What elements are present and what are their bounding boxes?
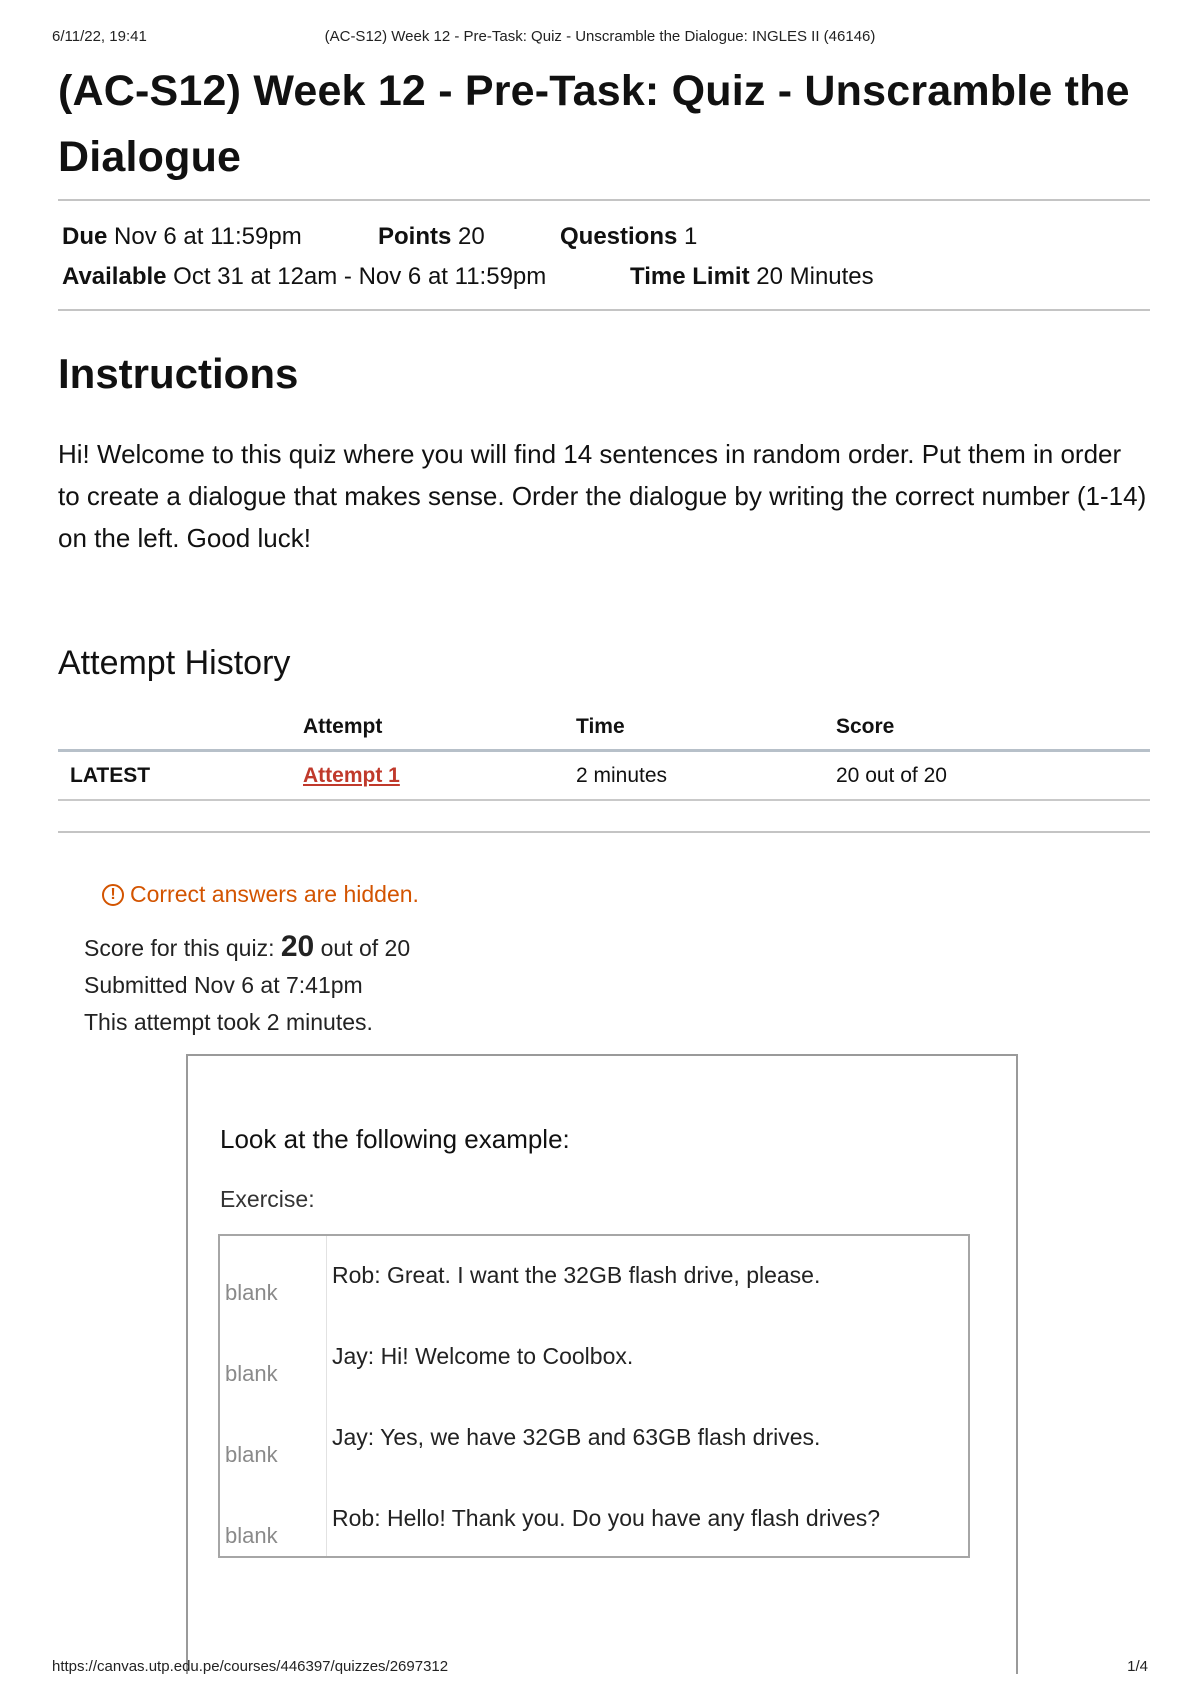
attempt-link[interactable]: Attempt 1 — [303, 763, 400, 787]
blank-placeholder: blank — [225, 1523, 278, 1548]
alert-text: Correct answers are hidden. — [130, 881, 419, 907]
questions-detail — [560, 223, 697, 251]
time-limit-value: 20 Minutes — [756, 263, 874, 290]
dialogue-sentence: Rob: Great. I want the 32GB flash drive, please. — [332, 1262, 821, 1288]
points-value: 20 — [458, 223, 485, 250]
instructions-title: Instructions — [58, 350, 299, 397]
instructions-text: Hi! Welcome to this quiz where you will find 14 sentences in random order. Put them in order to create a dialogue that makes sense. Order the dialogue by writing the correct number (1-14) on the left. Good luck! — [58, 439, 1147, 553]
exercise-row — [220, 1236, 968, 1317]
blank-placeholder: blank — [225, 1442, 278, 1467]
duration-line: This attempt took 2 minutes. — [84, 1009, 373, 1035]
blank-placeholder: blank — [225, 1280, 278, 1305]
score-value: 20 — [280, 930, 315, 963]
column-header-tag — [58, 705, 291, 751]
print-document-title: (AC-S12) Week 12 - Pre-Task: Quiz - Unscramble the Dialogue: INGLES II (46146) — [324, 28, 876, 45]
question-heading: Look at the following example: — [220, 1124, 570, 1154]
available-label: Available — [62, 263, 167, 290]
table-header-row — [58, 705, 1150, 751]
divider — [58, 831, 1150, 833]
exercise-row — [220, 1398, 968, 1479]
points-detail — [378, 223, 485, 251]
attempt-history-table — [58, 705, 1150, 801]
due-value: Nov 6 at 11:59pm — [114, 223, 302, 250]
questions-value: 1 — [684, 223, 698, 250]
dialogue-sentence: Rob: Hello! Thank you. Do you have any flash drives? — [332, 1505, 881, 1531]
score-suffix: out of 20 — [320, 935, 411, 961]
table-row — [58, 751, 1150, 801]
blank-placeholder: blank — [225, 1361, 278, 1386]
exercise-table — [218, 1234, 970, 1558]
score-line — [84, 928, 1150, 967]
attempt-cell — [291, 751, 564, 801]
exercise-label: Exercise: — [220, 1186, 315, 1212]
print-header — [52, 28, 1148, 48]
page-title: (AC-S12) Week 12 - Pre-Task: Quiz - Unscramble the Dialogue — [58, 67, 1130, 181]
attempt-history-title: Attempt History — [58, 644, 291, 682]
questions-label: Questions — [560, 223, 678, 250]
submitted-line: Submitted Nov 6 at 7:41pm — [84, 972, 363, 998]
alert-icon: ! — [102, 884, 124, 906]
due-label: Due — [62, 223, 108, 250]
available-value: Oct 31 at 12am - Nov 6 at 11:59pm — [173, 263, 547, 290]
answers-hidden-alert — [102, 881, 1150, 908]
print-url: https://canvas.utp.edu.pe/courses/446397/quizzes/2697312 — [52, 1658, 449, 1675]
dialogue-sentence: Jay: Hi! Welcome to Coolbox. — [332, 1343, 634, 1369]
print-date: 6/11/22, 19:41 — [52, 28, 147, 45]
latest-tag: LATEST — [58, 751, 291, 801]
quiz-result-summary — [84, 928, 1150, 1041]
time-limit-label: Time Limit — [630, 263, 750, 290]
question-box — [186, 1054, 1018, 1674]
dialogue-sentence: Jay: Yes, we have 32GB and 63GB flash drives. — [332, 1424, 821, 1450]
divider — [58, 309, 1150, 311]
due-detail — [62, 223, 302, 251]
time-cell: 2 minutes — [564, 751, 824, 801]
quiz-details — [58, 201, 1150, 309]
available-detail — [62, 263, 546, 291]
score-prefix: Score for this quiz: — [84, 935, 275, 961]
score-cell: 20 out of 20 — [824, 751, 1150, 801]
column-header-time: Time — [564, 705, 824, 751]
time-limit-detail — [630, 263, 874, 291]
print-footer — [52, 1658, 1148, 1678]
exercise-row — [220, 1317, 968, 1398]
column-header-attempt: Attempt — [291, 705, 564, 751]
exercise-row — [220, 1479, 968, 1560]
column-header-score: Score — [824, 705, 1150, 751]
points-label: Points — [378, 223, 452, 250]
quiz-content — [58, 58, 1150, 1041]
page-number: 1/4 — [1127, 1658, 1148, 1675]
